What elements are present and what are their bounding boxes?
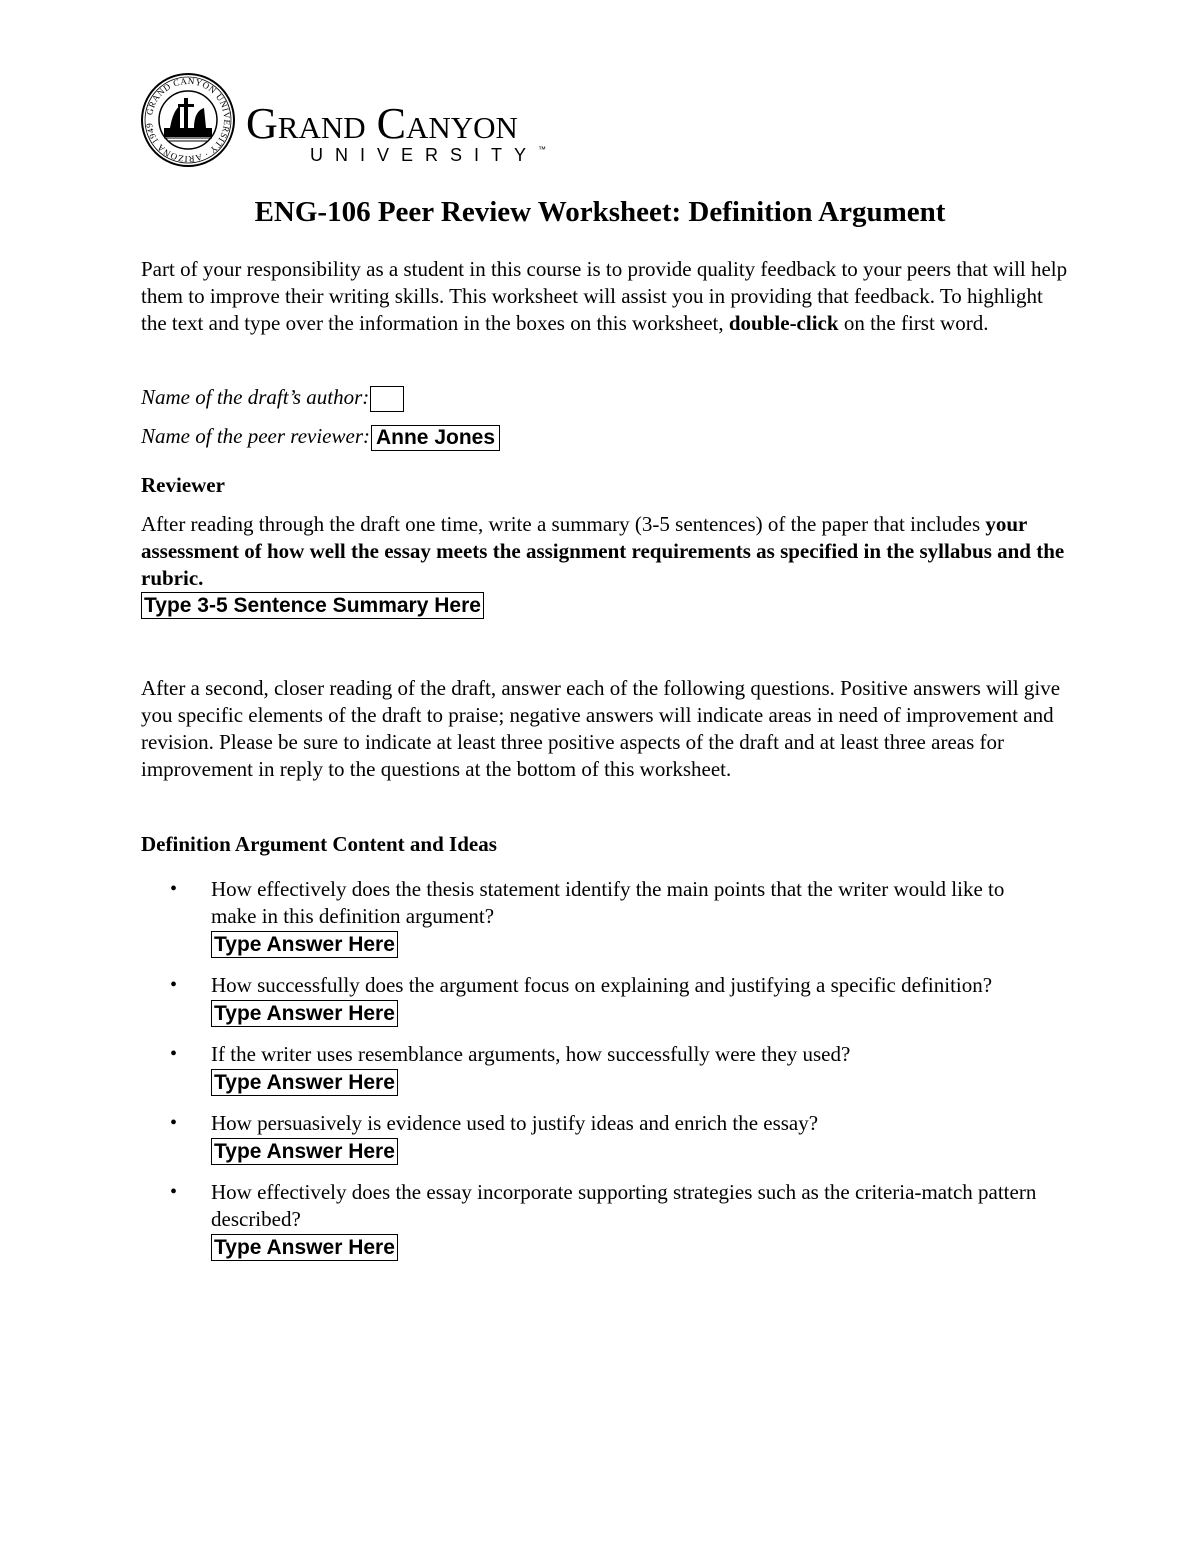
bullet-icon: •	[170, 1112, 178, 1134]
page-title: ENG-106 Peer Review Worksheet: Definition Argument	[254, 196, 946, 228]
double-click-emphasis: double-click	[728, 311, 839, 335]
question-item	[170, 1110, 1050, 1165]
content-ideas-heading: Definition Argument Content and Ideas	[141, 832, 497, 856]
question-text: How effectively does the essay incorporate supporting strategies such as the criteria-match pattern described?	[211, 1180, 1037, 1231]
question-item	[170, 1041, 1050, 1096]
reviewer-heading: Reviewer	[141, 473, 225, 497]
answer-field[interactable]: Type Answer Here	[211, 931, 398, 958]
reviewer-row	[141, 421, 500, 451]
answer-field[interactable]: Type Answer Here	[211, 1000, 398, 1027]
question-text: If the writer uses resemblance arguments, how successfully were they used?	[211, 1042, 851, 1066]
question-list	[170, 876, 1050, 1261]
summary-field[interactable]: Type 3-5 Sentence Summary Here	[141, 592, 484, 619]
reviewer-name-field[interactable]: Anne Jones	[371, 425, 500, 451]
author-label: Name of the draft’s author:	[141, 385, 370, 409]
question-text: How persuasively is evidence used to justify ideas and enrich the essay?	[211, 1111, 819, 1135]
intro-paragraph: Part of your responsibility as a student in this course is to provide quality feedback to your peers that will help them to improve their writing skills. This worksheet will assist you in providing that feedback. To highlight the text and type over the information in the boxes on this worksheet, double-click on the first word.	[141, 257, 1068, 335]
answer-field[interactable]: Type Answer Here	[211, 1138, 398, 1165]
question-text: How successfully does the argument focus on explaining and justifying a specific definition?	[211, 973, 993, 997]
bullet-icon: •	[170, 974, 178, 996]
author-row	[141, 382, 404, 412]
question-item	[170, 972, 1050, 1027]
author-name-field[interactable]	[370, 386, 404, 412]
university-name-line2: UNIVERSITY™	[310, 145, 547, 165]
bullet-icon: •	[170, 1181, 178, 1203]
university-name-line1: Grand Canyon	[246, 99, 518, 148]
question-item	[170, 876, 1050, 958]
university-logo	[140, 72, 580, 168]
svg-text:GRAND CANYON UNIVERSITY · ARIZ: GRAND CANYON UNIVERSITY · ARIZONA 1949	[144, 75, 233, 165]
answer-field[interactable]: Type Answer Here	[211, 1069, 398, 1096]
question-item	[170, 1179, 1050, 1261]
bullet-icon: •	[170, 878, 178, 900]
second-reading-paragraph: After a second, closer reading of the draft, answer each of the following questions. Positive answers will give you specific elements of the draft to praise; negative answers will indicate areas in need of improvement and revision. Please be sure to indicate at least three positive aspects of the draft and at least three areas for improvement in reply to the questions at the bottom of this worksheet.	[141, 676, 1061, 781]
reviewer-label: Name of the peer reviewer:	[141, 424, 370, 448]
answer-field[interactable]: Type Answer Here	[211, 1234, 398, 1261]
bullet-icon: •	[170, 1043, 178, 1065]
question-text: How effectively does the thesis statement identify the main points that the writer would like to make in this definition argument?	[211, 877, 1005, 928]
university-seal-icon	[140, 72, 236, 168]
reviewer-instructions: After reading through the draft one time, write a summary (3-5 sentences) of the paper that includes your assessment of how well the essay meets the assignment requirements as specified in the syllabus and the rubric.	[141, 512, 1065, 590]
